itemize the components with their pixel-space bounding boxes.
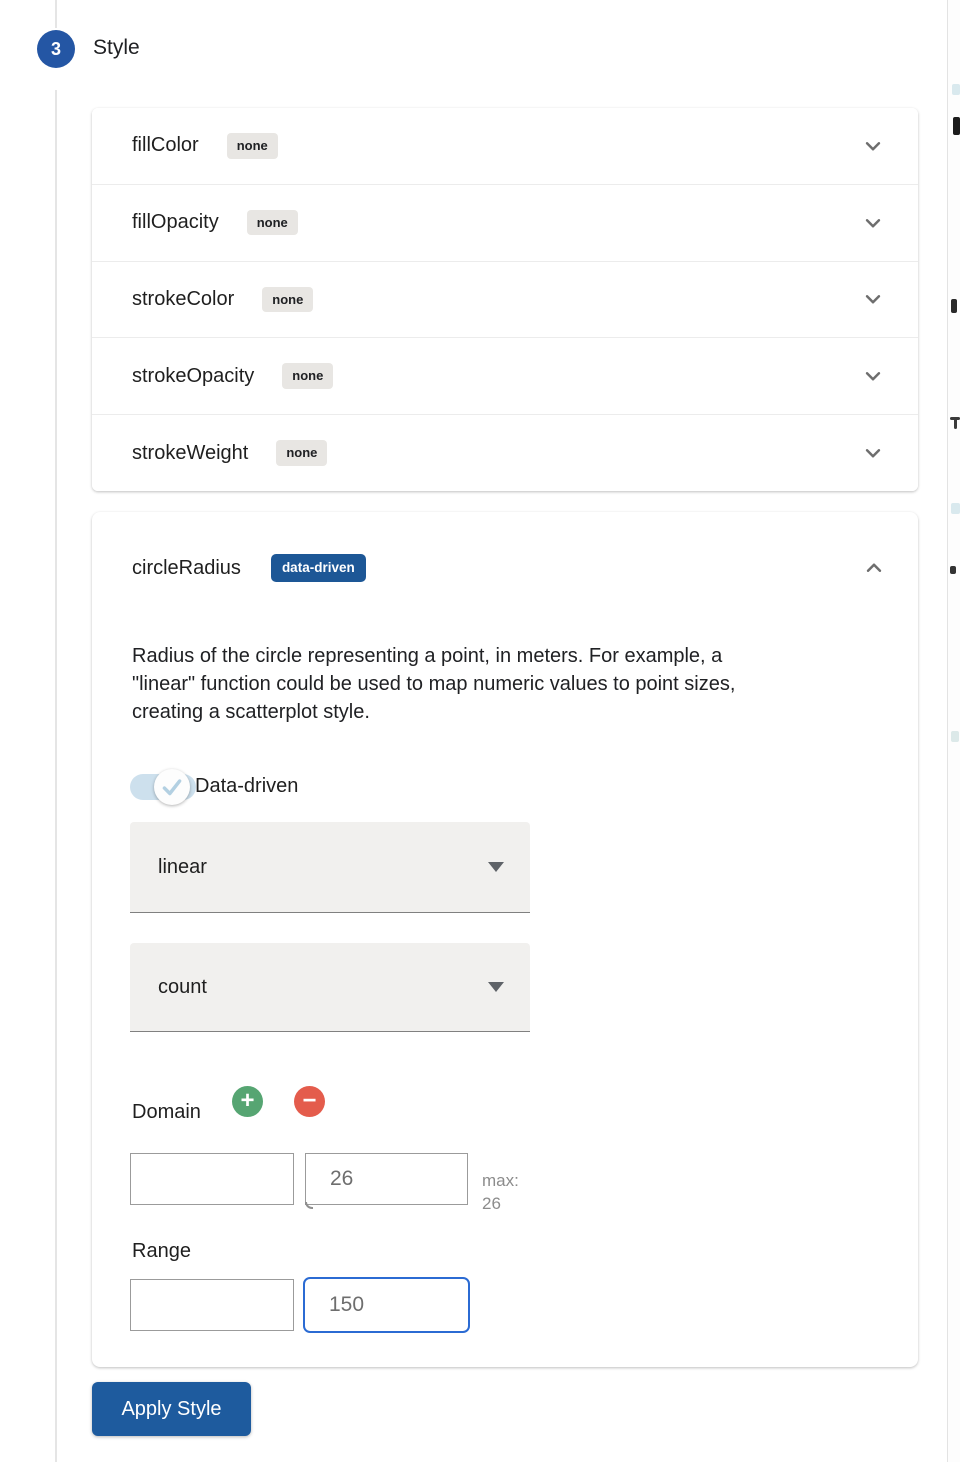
apply-style-button[interactable] — [92, 1382, 251, 1436]
row-strokeopacity[interactable] — [92, 338, 918, 415]
property-label: strokeWeight — [132, 441, 249, 464]
minus-icon: − — [302, 1086, 317, 1114]
data-driven-toggle[interactable] — [130, 774, 196, 800]
status-badge: none — [227, 133, 278, 159]
property-label: fillOpacity — [132, 211, 219, 234]
chevron-down-icon[interactable] — [860, 440, 886, 466]
property-label: circleRadius — [132, 556, 241, 579]
property-label: fillColor — [132, 134, 199, 157]
description-line: creating a scatterplot style. — [132, 701, 370, 723]
clipped-content-fragment — [950, 566, 956, 574]
range-max-input[interactable] — [303, 1277, 470, 1333]
function-select[interactable] — [130, 822, 530, 913]
clipped-text-artifact — [305, 1202, 313, 1209]
remove-domain-stop-button[interactable] — [294, 1086, 325, 1117]
data-driven-badge: data-driven — [271, 554, 366, 582]
section-title: Style — [93, 36, 140, 59]
clipped-content-fragment — [951, 299, 957, 313]
status-badge: none — [247, 210, 298, 236]
apply-style-label: Apply Style — [121, 1397, 222, 1420]
hint-label: max: — [482, 1171, 519, 1190]
status-badge: none — [276, 440, 327, 466]
domain-max-hint — [482, 1169, 519, 1215]
chevron-down-icon[interactable] — [860, 363, 886, 389]
clipped-content-fragment — [953, 117, 960, 135]
stepper-connector-line — [55, 90, 57, 1462]
row-strokecolor[interactable] — [92, 262, 918, 339]
toggle-thumb — [154, 769, 190, 805]
circle-radius-card — [92, 512, 918, 1367]
clipped-content-fragment — [954, 417, 957, 429]
row-strokeweight[interactable] — [92, 415, 918, 491]
hint-value: 26 — [482, 1194, 501, 1213]
range-label: Range — [132, 1240, 191, 1262]
style-properties-card — [92, 108, 918, 491]
description-line: "linear" function could be used to map numeric values to point sizes, — [132, 673, 736, 695]
clipped-content-fragment — [951, 503, 960, 514]
row-circleradius[interactable] — [132, 554, 366, 582]
domain-min-input[interactable] — [130, 1153, 294, 1205]
property-description — [132, 642, 735, 726]
stepper-connector-line — [55, 0, 57, 28]
domain-max-input[interactable] — [305, 1153, 468, 1205]
chevron-down-icon[interactable] — [860, 286, 886, 312]
add-domain-stop-button[interactable] — [232, 1086, 263, 1117]
plus-icon: + — [240, 1086, 255, 1114]
range-min-input[interactable] — [130, 1279, 294, 1331]
row-fillcolor[interactable] — [92, 108, 918, 185]
dropdown-arrow-icon — [488, 862, 504, 872]
domain-label: Domain — [132, 1101, 201, 1123]
step-number: 3 — [50, 38, 61, 59]
toggle-label: Data-driven — [195, 775, 299, 797]
check-icon — [159, 774, 185, 800]
chevron-down-icon[interactable] — [860, 210, 886, 236]
property-label: strokeOpacity — [132, 364, 255, 387]
description-line: Radius of the circle representing a point, in meters. For example, a — [132, 645, 723, 667]
clipped-content-fragment — [952, 84, 960, 95]
clipped-content-fragment — [951, 731, 959, 742]
chevron-down-icon[interactable] — [860, 133, 886, 159]
attribute-select[interactable] — [130, 943, 530, 1032]
dropdown-arrow-icon — [488, 982, 504, 992]
chevron-up-icon[interactable] — [861, 555, 887, 586]
status-badge: none — [282, 363, 333, 389]
attribute-select-value: count — [158, 975, 207, 998]
row-fillopacity[interactable] — [92, 185, 918, 262]
step-number-badge — [37, 30, 75, 68]
function-select-value: linear — [158, 855, 207, 878]
property-label: strokeColor — [132, 287, 235, 310]
status-badge: none — [262, 287, 313, 313]
panel-divider — [947, 0, 948, 1462]
